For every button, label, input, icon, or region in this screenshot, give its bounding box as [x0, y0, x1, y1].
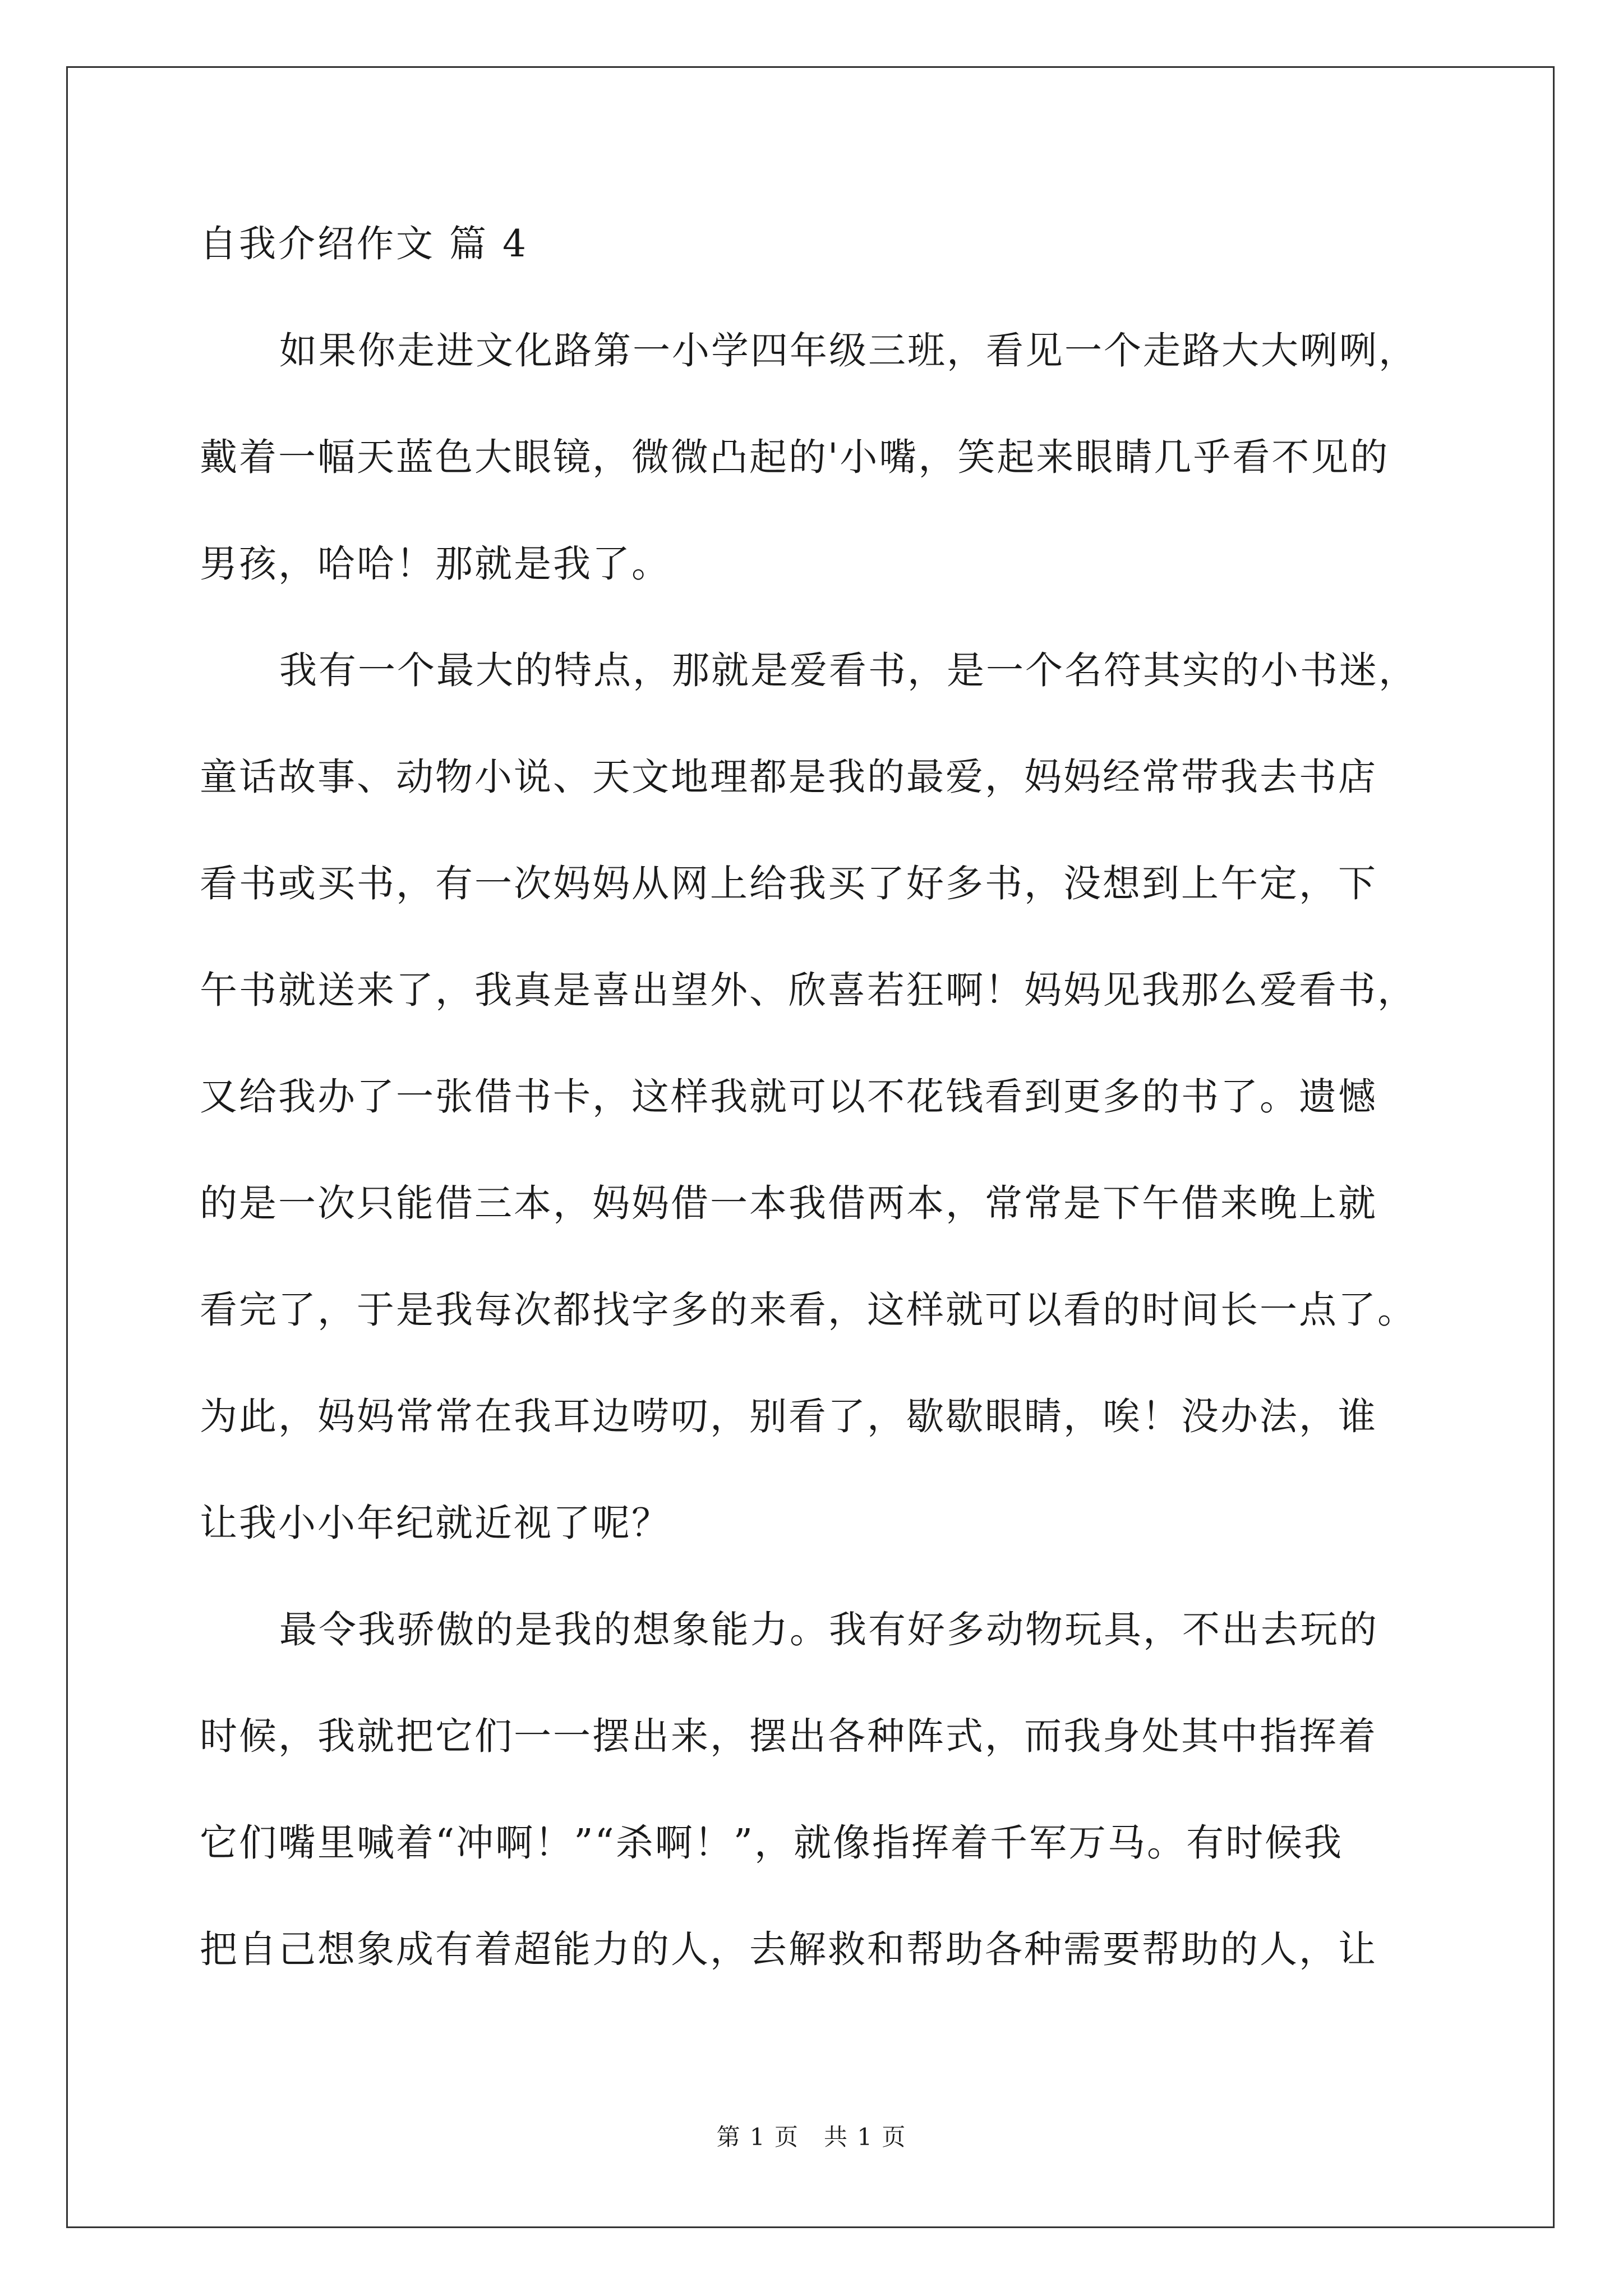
- text-line: 戴着一幅天蓝色大眼镜，微微凸起的'小嘴，笑起来眼睛几乎看不见的: [200, 435, 1390, 479]
- text-line: 时候，我就把它们一一摆出来，摆出各种阵式，而我身处其中指挥着: [200, 1714, 1377, 1758]
- document-title: 自我介绍作文 篇 4: [200, 222, 528, 265]
- text-line: 男孩，哈哈！那就是我了。: [200, 542, 671, 586]
- text-line: 的是一次只能借三本，妈妈借一本我借两本，常常是下午借来晚上就: [200, 1181, 1377, 1225]
- text-line: 我有一个最大的特点，那就是爱看书，是一个名符其实的小书迷，: [279, 648, 1418, 692]
- text-line: 午书就送来了，我真是喜出望外、欣喜若狂啊！妈妈见我那么爱看书，: [200, 968, 1417, 1012]
- text-line: 最令我骄傲的是我的想象能力。我有好多动物玩具，不出去玩的: [279, 1608, 1378, 1651]
- page-number: 第 1 页 共 1 页: [716, 2123, 907, 2151]
- text-line: 看完了，于是我每次都找字多的来看，这样就可以看的时间长一点了。: [200, 1288, 1417, 1332]
- document-body: [200, 222, 1433, 2033]
- text-line: 看书或买书，有一次妈妈从网上给我买了好多书，没想到上午定，下: [200, 862, 1377, 905]
- text-line: 童话故事、动物小说、天文地理都是我的最爱，妈妈经常带我去书店: [200, 755, 1377, 799]
- text-line: 如果你走进文化路第一小学四年级三班，看见一个走路大大咧咧，: [279, 329, 1418, 372]
- text-line: 为此，妈妈常常在我耳边唠叨，别看了，歇歇眼睛，唉！没办法，谁: [200, 1395, 1377, 1438]
- text-line: 把自己想象成有着超能力的人，去解救和帮助各种需要帮助的人，让: [200, 1927, 1377, 1971]
- text-line: 它们嘴里喊着“冲啊！”“杀啊！”，就像指挥着千军万马。有时候我: [200, 1821, 1344, 1865]
- text-line: 又给我办了一张借书卡，这样我就可以不花钱看到更多的书了。遗憾: [200, 1075, 1377, 1119]
- text-line: 让我小小年纪就近视了呢？: [200, 1501, 671, 1545]
